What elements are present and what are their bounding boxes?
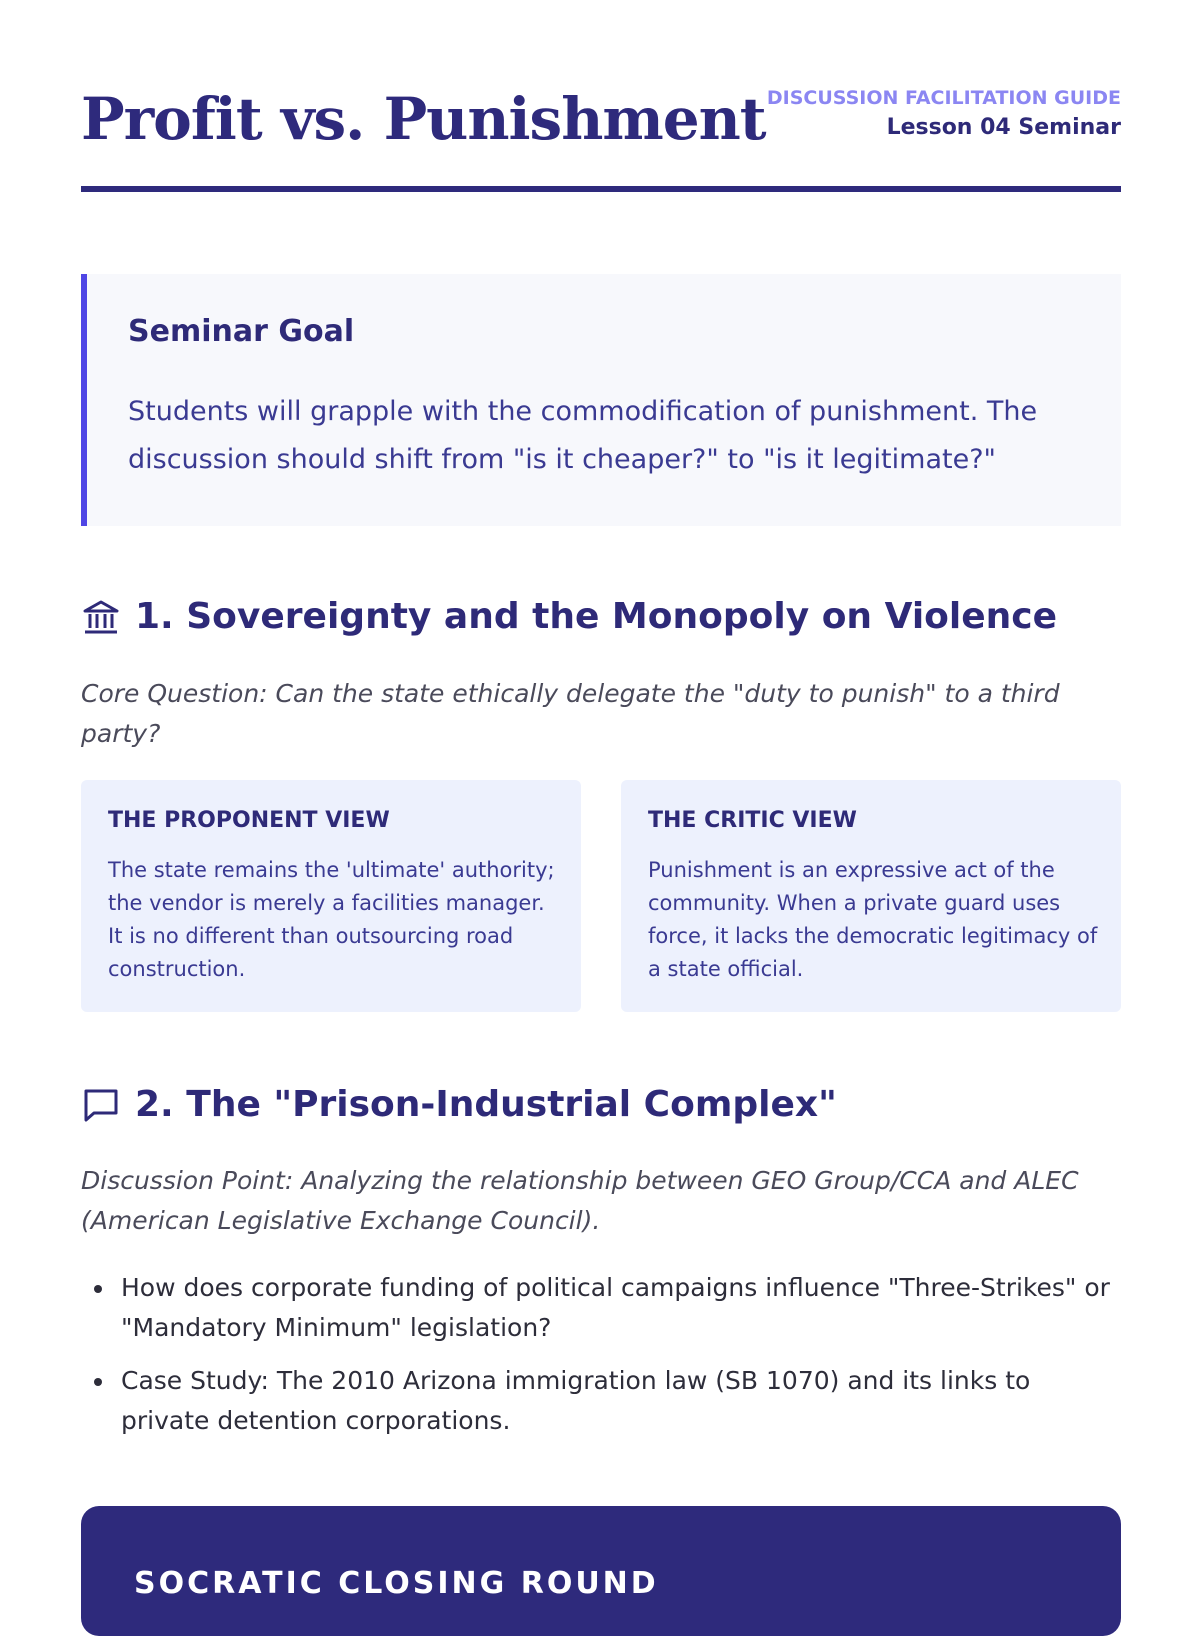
- lesson-label: Lesson 04 Seminar: [886, 115, 1121, 140]
- header-divider: [81, 186, 1121, 192]
- socratic-closing-panel: [81, 1506, 1121, 1636]
- bank-icon: [81, 597, 121, 637]
- proponent-view-card: [81, 780, 581, 1012]
- speech-bubble-icon: [81, 1085, 121, 1125]
- goal-title: Seminar Goal: [128, 314, 355, 349]
- proponent-view-title: THE PROPONENT VIEW: [108, 808, 390, 833]
- list-item: How does corporate funding of political campaigns influence "Three-Strikes" or "Mandatory Minimum" legislation?: [81, 1268, 1121, 1348]
- closing-title: SOCRATIC CLOSING ROUND: [134, 1566, 659, 1601]
- section-1-heading: [81, 596, 1057, 637]
- page-header: [81, 80, 1121, 194]
- critic-view-title: THE CRITIC VIEW: [648, 808, 857, 833]
- section-1-question: Core Question: Can the state ethically delegate the "duty to punish" to a third party?: [81, 679, 1060, 748]
- page-title: Profit vs. Punishment: [81, 85, 766, 153]
- section-2-heading: [81, 1084, 837, 1125]
- header-meta: [767, 84, 1121, 144]
- section-1-title: 1. Sovereignty and the Monopoly on Violence: [135, 596, 1058, 637]
- critic-view-card: [621, 780, 1121, 1012]
- proponent-view-text: The state remains the 'ultimate' authority; the vendor is merely a facilities manager. It is no different than outsourcing road construction.: [108, 858, 555, 981]
- seminar-goal-box: [81, 274, 1121, 526]
- critic-view-text: Punishment is an expressive act of the community. When a private guard uses force, it lacks the democratic legitimacy of a state official.: [648, 858, 1098, 981]
- guide-kicker: DISCUSSION FACILITATION GUIDE: [766, 87, 1121, 109]
- section-2-title: 2. The "Prison-Industrial Complex": [135, 1084, 837, 1125]
- goal-text: Students will grapple with the commodification of punishment. The discussion should shift from "is it cheaper?" to "is it legitimate?": [128, 396, 1038, 475]
- section-2-point: Discussion Point: Analyzing the relationship between GEO Group/CCA and ALEC (American Legislative Exchange Council).: [81, 1166, 1079, 1235]
- discussion-bullet-list: [81, 1268, 1121, 1454]
- list-item: Case Study: The 2010 Arizona immigration law (SB 1070) and its links to private detention corporations.: [81, 1361, 1121, 1441]
